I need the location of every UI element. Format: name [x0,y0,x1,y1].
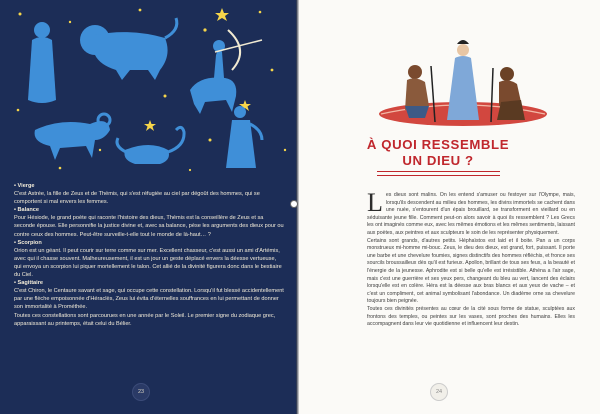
paragraph: Certains sont grands, d'autres petits. Héphaïstos est laid et il boite. Pan a un corps monstrueux mi-homme mi-bouc. Zeus, le dieu des dieux, est grand, fort, puissant. Il porte une barbe et une chevelure foumies, signes distinctifs des hommes réfléchis, et fronce ses sourcils broussailleux dès qu'il est furieux. Apollon, brillant de tous ses feux, a la beauté et l'énergie de la jeunesse. Aphrodite est si belle qu'elle est irrésistible. Athéna a l'air sage, mais c'est une guerrière et ses yeux pers, changeant du bleu au vert, lancent des éclairs lorsqu'elle est en colère. Héra est la déesse aux bras blancs et aux yeux de vache – et c'est un compliment, cet animal symbolisant l'abondance. Un diadème orne sa chevelure toujours bien peignée. [367,237,575,305]
goddess-figure [447,40,479,120]
page-number-left: 23 [132,383,150,401]
section-text: C'est Chiron, le Centaure savant et sage, qui occupe cette constellation. Lorsqu'il fut blessé accidentellement par une flèche empoisonnée d'Héraclès, Zeus lui évita d'éternelles souffrances en lui permettant de donner son immortalité à Prométhée. [14,288,284,311]
section-text: Pour Hésiode, le grand poète qui raconte l'histoire des dieux, Thémis est la conseillère de Zeus et sa seconde épouse. Elle personnifie la justice divine et, avec sa balance, pèse les arguments des dieux pour ou contre ceux des hommes. Peut-être surveille-t-elle tout le monde de là-haut… ? [14,215,284,238]
zodiac-illustration [0,0,297,180]
section-text: C'est Astrée, la fille de Zeus et de Thémis, qui s'est réfugiée au ciel par dégoût des hommes, qui se comportent si mal envers les femmes. [14,191,260,206]
chapter-title [348,137,528,169]
title-rule [377,175,500,176]
left-page-text [14,182,284,328]
page-number-right: 24 [430,383,448,401]
closing-text: Toutes ces constellations sont parcourues en une année par le Soleil. Le premier signe du zodiaque grec, apparaissant au printemps, était celui du Bélier. [14,312,276,327]
section-heading: • Balance [14,207,39,214]
section-text: Orion est un géant. Il peut courir sur terre comme sur mer. Excellent chasseur, c'est aussi un ami d'Artémis, avec qui il chasse souvent. Malheureusement, il est un jour un geste déplacé envers la déesse vertueuse, qui envoya un scorpion lui piquer mortellement le talon. Cet allié de la divinité figurera donc dans le bestiaire du Ciel. [14,247,282,279]
paragraph: Toutes ces divinités présentes au cœur de la cité sous forme de statue, sculptées aux frontons des temples, ou peintes sur les vases, sont proches des humains. Elles les accompagnent dans leur vie quotidienne et influencent leur destin. [367,305,575,328]
gods-illustration [375,36,550,128]
section-heading: • Vierge [14,183,35,189]
paragraph: es dieux sont malins. On les entend s'amuser ou festoyer sur l'Olympe, mais, lorsqu'ils descendent au milieu des hommes, les divins immortels se cachent dans une nuée, s'entourent d'un épais brouillard, se transforment en vieillard ou en séduisante jeune fille. Comment peut-on alors savoir à quoi ils ressemblent ? Les Grecs les ont imaginés comme eux, avec les mêmes émotions et les mêmes sentiments, laissant aux poètes, aux peintres et aux sculpteurs le soin de les représenter physiquement. [367,192,575,236]
section-heading: • Sagittaire [14,280,44,287]
title-line-1: À QUOI RESSEMBLE [366,137,510,152]
title-line-2: UN DIEU ? [402,153,474,168]
left-page [0,0,297,414]
title-rule [377,171,500,172]
section-heading: • Scorpion [14,239,42,246]
dropcap: L [367,188,383,217]
right-page-text [367,188,575,329]
